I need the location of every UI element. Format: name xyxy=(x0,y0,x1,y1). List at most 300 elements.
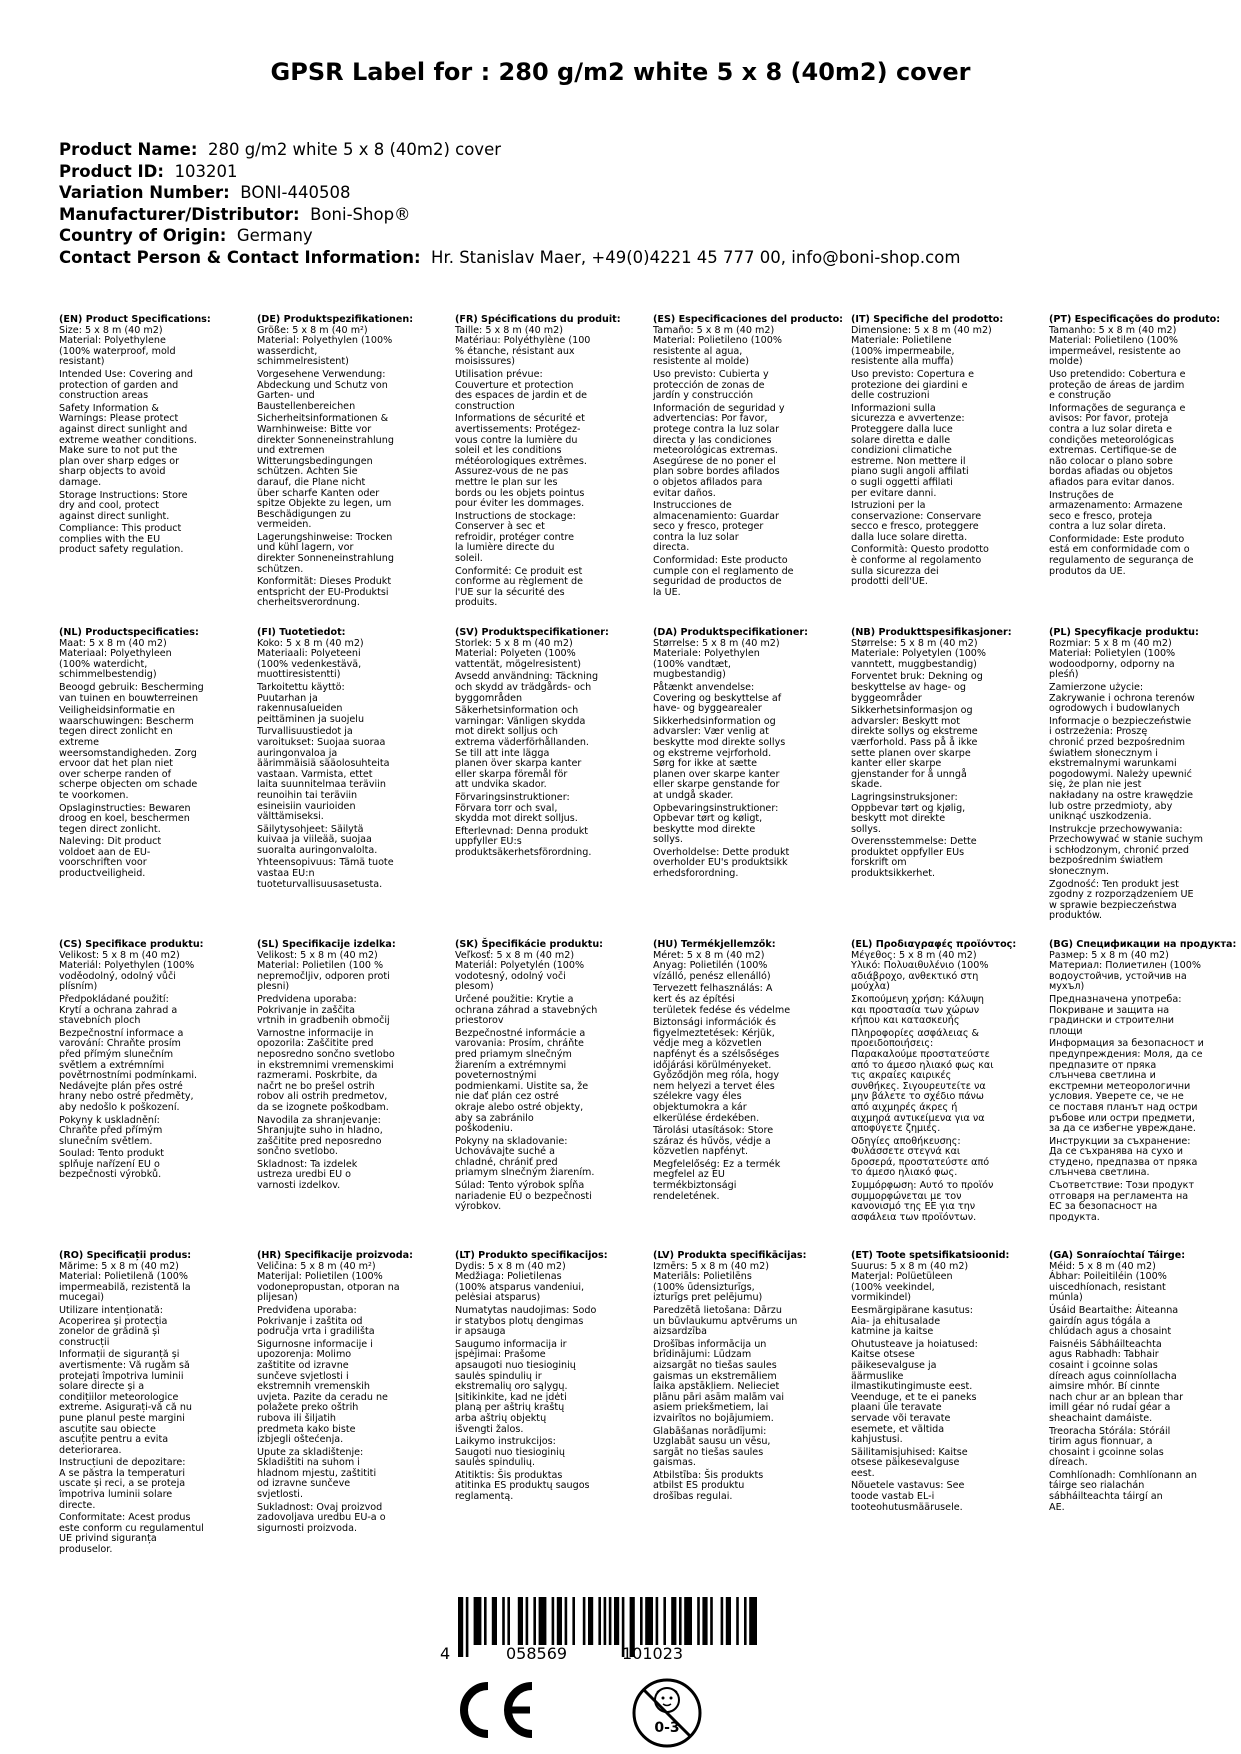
spec-line: (100% impermeabile, xyxy=(851,345,955,357)
barcode-bar xyxy=(736,1597,739,1645)
spec-line: spitze Objekte zu legen, um xyxy=(257,498,392,510)
spec-column xyxy=(851,1251,1041,1513)
spec-heading: (EN) Product Specifications: xyxy=(59,314,211,325)
spec-line: otsese päikesevalguse xyxy=(851,1457,960,1469)
spec-line: Sigurnosne informacije i xyxy=(257,1338,373,1350)
spec-line: upozorenja: Molimo xyxy=(257,1349,352,1361)
spec-line: protection of garden and xyxy=(59,379,179,391)
spec-line: atitinka ES produktų saugos xyxy=(455,1480,590,1492)
barcode-bar xyxy=(598,1597,601,1645)
spec-line: sharp objects to avoid xyxy=(59,466,166,478)
spec-line: Да се съхранява на сухо и xyxy=(1049,1146,1183,1158)
spec-line: rubova ili šiljatih xyxy=(257,1412,337,1424)
spec-line: Размер: 5 x 8 m (40 m2) xyxy=(1049,949,1169,961)
spec-line: Couverture et protection xyxy=(455,379,574,391)
spec-line: advertencias: Por favor, xyxy=(653,413,768,425)
spec-line: sheachaint damáiste. xyxy=(1049,1412,1153,1424)
spec-line: Συμμόρφωση: Αυτό το προϊόν xyxy=(851,1180,994,1192)
barcode-bar xyxy=(604,1597,607,1645)
spec-line: eller skarpe genstande for xyxy=(653,779,780,791)
spec-line: Velikost: 5 x 8 m (40 m2) xyxy=(257,949,378,961)
spec-line: światłem słonecznym i xyxy=(1049,747,1158,759)
info-product-name: Product Name: 280 g/m2 white 5 x 8 (40m2) cover xyxy=(59,140,502,159)
spec-line: výrobkov. xyxy=(455,1201,502,1213)
spec-heading: (SK) Špecifikácie produktu: xyxy=(455,939,604,950)
spec-line: cherheitsverordnung. xyxy=(257,597,360,609)
spec-column xyxy=(257,1251,447,1534)
info-contact: Contact Person & Contact Information: Hr. Stanislav Maer, +49(0)4221 45 777 00, info@boni-shop.com xyxy=(59,247,961,267)
spec-line: Méid: 5 x 8 m (40 m2) xyxy=(1049,1260,1156,1272)
spec-line: tegen direct zonlicht. xyxy=(59,823,161,835)
spec-line: izvairītos no bojājumiem. xyxy=(653,1412,774,1424)
spec-line: δροσερά, προστατεύστε από xyxy=(851,1156,990,1168)
spec-line: αδιάβροχο, ανθεκτικό στη xyxy=(851,970,979,982)
spec-line: sollys. xyxy=(851,823,881,835)
spec-line: produktsikkerhet. xyxy=(851,868,936,880)
spec-line: værforhold. Pass på å ikke xyxy=(851,736,978,748)
barcode-bar xyxy=(749,1597,757,1645)
spec-line: laita suunnitelmaa teräviin xyxy=(257,779,386,791)
spec-line: hrany nebo ostré předměty, xyxy=(59,1091,194,1103)
spec-line: produktet oppfyller EUs xyxy=(851,846,965,858)
spec-line: directa y las condiciones xyxy=(653,434,772,446)
spec-line: varoitukset: Suojaa suoraa xyxy=(257,736,386,748)
spec-line: gjenstander for å unngå xyxy=(851,768,967,780)
spec-line: lub ostre przedmioty, aby xyxy=(1049,800,1173,812)
barcode-bar xyxy=(572,1597,575,1645)
spec-line: Materiál: Polyethylen (100% xyxy=(59,960,195,972)
spec-line: Acoperirea și protecția xyxy=(59,1315,168,1327)
spec-line: evitar daños. xyxy=(653,487,716,499)
spec-line: Suurus: 5 x 8 m (40 m2) xyxy=(851,1260,969,1272)
spec-column xyxy=(455,1251,645,1503)
spec-line: contra a luz solar direta. xyxy=(1049,521,1167,533)
spec-line: Tervezett felhasználás: A xyxy=(653,983,773,995)
spec-column xyxy=(257,628,447,890)
spec-line: planen över skarpa kanter xyxy=(455,758,582,770)
spec-line: plānu pāri asām malām vai xyxy=(653,1391,785,1403)
spec-line: Материал: Полиетилен (100% xyxy=(1049,960,1201,972)
spec-line: Покриване и защита на xyxy=(1049,1004,1170,1016)
spec-line: extrema väderförhållanden. xyxy=(455,736,589,748)
spec-line: Pokyny k uskladnění: xyxy=(59,1114,160,1126)
spec-line: αιχμηρά αντικείμενα για να xyxy=(851,1112,985,1124)
spec-column xyxy=(653,940,843,1202)
spec-line: Maat: 5 x 8 m (40 m2) xyxy=(59,637,167,649)
spec-line: w sprawie bezpieczeństwa xyxy=(1049,899,1177,911)
spec-line: beskytt mot direkte xyxy=(851,813,946,825)
spec-line: αποφύγετε ζημιές. xyxy=(851,1123,941,1135)
spec-line: Informații de siguranță și xyxy=(59,1349,180,1361)
spec-heading: (ES) Especificaciones del producto: xyxy=(653,314,844,325)
spec-heading: (HU) Termékjellemzők: xyxy=(653,939,776,950)
spec-line: Materiale: Polyethylen xyxy=(653,648,760,660)
spec-line: über scharfe Kanten oder xyxy=(257,487,380,499)
spec-line: Förvaringsinstruktioner: xyxy=(455,791,570,803)
spec-line: vattentät, mögelresistent) xyxy=(455,658,581,670)
spec-line: κανονισμό της ΕΕ για την xyxy=(851,1201,976,1213)
spec-line: och skydd av trädgårds- och xyxy=(455,681,592,693)
spec-line: megfelel az EU xyxy=(653,1169,725,1181)
spec-line: météorologiques extrêmes. xyxy=(455,455,587,467)
spec-line: Utilizare intenționată: xyxy=(59,1304,163,1316)
spec-line: područja vrta i gradilišta xyxy=(257,1326,375,1338)
spec-line: meteorológicas extremas. xyxy=(653,445,778,457)
spec-line: complies with the EU xyxy=(59,533,161,545)
spec-line: Material: Polietileno (100% xyxy=(653,335,782,347)
spec-line: i schłodzonym, chronić przed xyxy=(1049,844,1189,856)
barcode-right-digits: 101023 xyxy=(622,1644,684,1663)
spec-line: Størrelse: 5 x 8 m (40 m2) xyxy=(851,637,978,649)
spec-line: Säilytysohjeet: Säilytä xyxy=(257,823,364,835)
spec-line: direkter Sonneneinstrahlung xyxy=(257,434,394,446)
spec-line: izbjegli oštećenja. xyxy=(257,1434,344,1446)
spec-line: chosaint i gcoinne solas xyxy=(1049,1446,1164,1458)
spec-line: produktów. xyxy=(1049,910,1103,922)
spec-line: Opbevaringsinstruktioner: xyxy=(653,802,779,814)
spec-line: pleśń) xyxy=(1049,669,1079,681)
spec-line: aby nedošlo k poškození. xyxy=(59,1101,180,1113)
spec-line: Информация за безопасност и xyxy=(1049,1038,1204,1050)
spec-line: Предназначена употреба: xyxy=(1049,993,1182,1005)
barcode-bar xyxy=(458,1597,463,1657)
spec-line: Velikost: 5 x 8 m (40 m2) xyxy=(59,949,180,961)
spec-line: välttämiseksi. xyxy=(257,811,324,823)
spec-line: Materiāls: Polietilēns xyxy=(653,1271,752,1283)
spec-line: moisissures) xyxy=(455,356,515,368)
spec-line: varovania: Prosím, chráňte xyxy=(455,1038,584,1050)
spec-line: (100% waterproof, mold xyxy=(59,345,176,357)
spec-line: zaštitite od izravne xyxy=(257,1359,349,1371)
spec-line: Informações de segurança e xyxy=(1049,402,1186,414)
spec-line: kert és az építési xyxy=(653,993,735,1005)
spec-line: Soulad: Tento produkt xyxy=(59,1148,165,1160)
spec-line: продукта. xyxy=(1049,1211,1100,1223)
spec-line: la lumière directe du xyxy=(455,542,555,554)
spec-line: priamym slnečným žiarením. xyxy=(455,1167,595,1179)
spec-line: Faisnéis Sábháilteachta xyxy=(1049,1338,1162,1350)
spec-line: uiscedhíonach, resistant xyxy=(1049,1281,1166,1293)
spec-line: Určené použitie: Krytie a xyxy=(455,993,574,1005)
barcode-bar xyxy=(679,1597,682,1645)
spec-line: Baustellenbereichen xyxy=(257,400,356,412)
spec-line: Nõuetele vastavus: See xyxy=(851,1480,965,1492)
spec-line: Upute za skladištenje: xyxy=(257,1446,364,1458)
barcode-bar xyxy=(518,1597,523,1645)
spec-heading: (LV) Produkta specifikācijas: xyxy=(653,1250,807,1261)
spec-line: produtos da UE. xyxy=(1049,565,1126,577)
barcode-bar xyxy=(656,1597,659,1645)
spec-line: robov ali ostrih predmetov, xyxy=(257,1091,388,1103)
spec-line: предпазите от пряка xyxy=(1049,1059,1157,1071)
spec-line: plísním) xyxy=(59,981,98,993)
spec-line: zadovoljava uredbu EU-a o xyxy=(257,1512,386,1524)
spec-line: cumple con el reglamento de xyxy=(653,565,794,577)
info-variation-number: Variation Number: BONI-440508 xyxy=(59,183,351,202)
spec-line: συνθήκες. Σιγουρευτείτε να xyxy=(851,1080,986,1092)
spec-line: Conformità: Questo prodotto xyxy=(851,544,989,556)
spec-line: Pokrivanje in zaščita xyxy=(257,1004,356,1016)
spec-line: Conformidad: Este producto xyxy=(653,555,788,567)
spec-line: před přímým slunečním xyxy=(59,1048,174,1060)
spec-line: světlem a extrémními xyxy=(59,1059,165,1071)
spec-line: területek fedése és védelme xyxy=(653,1004,791,1016)
spec-line: muottiresistentti) xyxy=(257,669,341,681)
ce-mark-icon xyxy=(452,1680,538,1744)
spec-line: l'UE sur la sécurité des xyxy=(455,586,565,598)
spec-line: extreme xyxy=(59,736,100,748)
spec-column xyxy=(851,628,1041,880)
spec-line: produits. xyxy=(455,597,498,609)
spec-line: des espaces de jardin et de xyxy=(455,390,588,402)
spec-line: Intended Use: Covering and xyxy=(59,368,194,380)
spec-line: Materiaali: Polyeteeni xyxy=(257,648,361,660)
spec-line: Shranjujte suho in hladno, xyxy=(257,1125,383,1137)
spec-heading: (FR) Spécifications du produit: xyxy=(455,314,621,325)
spec-line: esemete, et vältida xyxy=(851,1423,945,1435)
spec-line: molde) xyxy=(1049,356,1083,368)
spec-line: Uso pretendido: Cobertura e xyxy=(1049,368,1186,380)
spec-line: forskrift om xyxy=(851,857,907,869)
barcode-bar xyxy=(645,1597,653,1645)
spec-line: ir apsauga xyxy=(455,1326,506,1338)
spec-line: conservazione: Conservare xyxy=(851,510,982,522)
spec-line: objektumokra a kár xyxy=(653,1101,747,1113)
spec-line: prodotti dell'UE. xyxy=(851,576,928,588)
spec-line: soleil. xyxy=(455,553,483,565)
spec-line: resistente al agua, xyxy=(653,345,743,357)
spec-line: produktsäkerhetsförordning. xyxy=(455,846,592,858)
spec-line: Sørg for ikke at sætte xyxy=(653,758,758,770)
spec-line: äärimmäisiä sääolosuhteita xyxy=(257,758,390,770)
spec-line: száraz és hűvös, védje a xyxy=(653,1135,771,1147)
spec-column xyxy=(1049,940,1239,1223)
spec-line: Υλικό: Πολυαιθυλένιο (100% xyxy=(851,960,989,972)
spec-line: pogodowymi. Należy upewnić xyxy=(1049,768,1192,780)
spec-line: against direct sunlight and xyxy=(59,423,188,435)
barcode-bar xyxy=(702,1597,707,1645)
spec-line: esineisiin vaurioiden xyxy=(257,800,356,812)
spec-line: nakładany na ostre krawędzie xyxy=(1049,789,1194,801)
spec-line: jardín y construcción xyxy=(653,390,754,402)
spec-column xyxy=(1049,315,1239,577)
spec-line: voorschriften voor xyxy=(59,857,147,869)
spec-line: ασφάλεια των προϊόντων. xyxy=(851,1211,977,1223)
spec-line: Varnostne informacije in xyxy=(257,1027,374,1039)
spec-line: (100% veekindel, xyxy=(851,1281,935,1293)
spec-line: Materiaal: Polyethyleen xyxy=(59,648,172,660)
spec-line: extremas. Certifique-se de xyxy=(1049,445,1177,457)
spec-line: ogrodowych i budowlanych xyxy=(1049,703,1180,715)
spec-column xyxy=(455,628,645,858)
spec-line: Säilitamisjuhised: Kaitse xyxy=(851,1446,968,1458)
spec-line: Ábhar: Poileitiléin (100% xyxy=(1049,1271,1167,1283)
spec-line: Material: Polyethylen (100% xyxy=(257,335,393,347)
spec-line: Predviđena uporaba: xyxy=(257,1304,357,1316)
spec-line: Koko: 5 x 8 m (40 m2) xyxy=(257,637,364,649)
spec-line: Materijal: Polietilen (100% xyxy=(257,1271,383,1283)
spec-line: tooteohutusmäärusele. xyxy=(851,1501,963,1513)
spec-line: og ekstreme vejrforhold. xyxy=(653,747,772,759)
spec-line: Garten- und xyxy=(257,390,315,402)
spec-line: rakennusalueiden xyxy=(257,703,343,715)
spec-line: προειδοποιήσεις: xyxy=(851,1038,934,1050)
spec-line: schimmelresistent) xyxy=(257,356,349,368)
spec-line: agus Rabhadh: Tabhair xyxy=(1049,1349,1159,1361)
spec-line: ervoor dat het plan niet xyxy=(59,758,174,770)
spec-line: condizioni climatiche xyxy=(851,445,952,457)
spec-line: peittäminen ja suojelu xyxy=(257,713,365,725)
spec-line: Uso previsto: Copertura e xyxy=(851,368,975,380)
spec-line: Avsedd användning: Täckning xyxy=(455,671,599,683)
spec-line: vízálló, penész ellenálló) xyxy=(653,970,771,982)
spec-line: się, że plan nie jest xyxy=(1049,779,1142,791)
spec-line: tuoteturvallisuusasetusta. xyxy=(257,878,383,890)
spec-line: toode vastab EL-i xyxy=(851,1491,935,1503)
spec-line: Πληροφορίες ασφάλειας & xyxy=(851,1027,979,1039)
spec-line: predmeta kako biste xyxy=(257,1423,356,1435)
spec-line: Instructions de stockage: xyxy=(455,510,576,522)
spec-line: secco e fresco, proteggere xyxy=(851,521,979,533)
spec-heading: (PT) Especificações do produto: xyxy=(1049,314,1221,325)
spec-line: Utilisation prévue: xyxy=(455,368,543,380)
spec-line: Naleving: Dit product xyxy=(59,836,162,848)
spec-column xyxy=(455,940,645,1213)
spec-line: % étanche, résistant aux xyxy=(455,345,575,357)
spec-line: gaismas un ekstremāliem xyxy=(653,1370,777,1382)
spec-line: Veľkosť: 5 x 8 m (40 m2) xyxy=(455,949,575,961)
spec-line: pune planul peste margini xyxy=(59,1412,185,1424)
spec-line: Nedávejte plán přes ostré xyxy=(59,1080,183,1092)
spec-line: szélekre vagy éles xyxy=(653,1091,742,1103)
spec-line: voldoet aan de EU- xyxy=(59,846,151,858)
spec-line: (100% vandtæt, xyxy=(653,658,731,670)
spec-line: Tamaño: 5 x 8 m (40 m2) xyxy=(653,324,775,336)
spec-line: Puutarhan ja xyxy=(257,692,318,704)
spec-line: att undvika skador. xyxy=(455,779,547,791)
spec-line: Comhlíonadh: Comhlíonann an xyxy=(1049,1469,1197,1481)
spec-line: gaismas. xyxy=(653,1457,696,1469)
spec-line: protezione dei giardini e xyxy=(851,379,968,391)
spec-line: extreme. Asigurați-vă că nu xyxy=(59,1402,192,1414)
spec-line: pour éviter les dommages. xyxy=(455,498,585,510)
spec-line: Aia- ja ehitusalade xyxy=(851,1315,941,1327)
spec-line: Sikkerhetsinformasjon og xyxy=(851,705,973,717)
spec-line: отговаря на регламента на xyxy=(1049,1190,1189,1202)
spec-line: Informacje o bezpieczeństwie xyxy=(1049,715,1192,727)
spec-line: Sicherheitsinformationen & xyxy=(257,413,389,425)
spec-line: Informazioni sulla xyxy=(851,402,936,414)
spec-line: contra a luz solar direta e xyxy=(1049,423,1173,435)
spec-line: (100% waterdicht, xyxy=(59,658,148,670)
spec-line: išvengti žalos. xyxy=(455,1423,524,1435)
barcode-bar xyxy=(671,1597,676,1645)
spec-line: erhedsforordning. xyxy=(653,868,739,880)
spec-line: Matériau: Polyéthylène (100 xyxy=(455,335,591,347)
spec-line: Drošības informācija un xyxy=(653,1338,767,1350)
spec-line: Lagerungshinweise: Trocken xyxy=(257,531,393,543)
spec-line: Size: 5 x 8 m (40 m2) xyxy=(59,324,163,336)
spec-column xyxy=(1049,1251,1239,1513)
spec-line: площи xyxy=(1049,1025,1083,1037)
spec-line: Warnings: Please protect xyxy=(59,413,179,425)
spec-line: chronić przed bezpośrednim xyxy=(1049,736,1185,748)
spec-line: cosaint i gcoinne solas xyxy=(1049,1359,1158,1371)
spec-line: Tamanho: 5 x 8 m (40 m2) xyxy=(1049,324,1177,336)
spec-line: Informations de sécurité et xyxy=(455,413,585,425)
spec-line: conforme au règlement de xyxy=(455,576,583,588)
barcode-lead-digit: 4 xyxy=(440,1644,451,1663)
spec-line: Covering og beskyttelse af xyxy=(653,692,782,704)
spec-line: мухъл) xyxy=(1049,981,1085,993)
spec-line: directa. xyxy=(653,542,690,554)
spec-line: päikesevalguse ja xyxy=(851,1359,937,1371)
spec-line: reglamentą. xyxy=(455,1491,514,1503)
barcode-bar xyxy=(710,1597,713,1645)
spec-line: ekstremalnymi warunkami xyxy=(1049,758,1177,770)
spec-line: Material: Polyethylene xyxy=(59,335,166,347)
spec-line: Předpokládané použití: xyxy=(59,993,169,1005)
spec-line: ochrana záhrad a stavebných xyxy=(455,1004,598,1016)
spec-line: védje meg a közvetlen xyxy=(653,1038,762,1050)
spec-line: Proteggere dalla luce xyxy=(851,423,953,435)
spec-line: aizsardzība xyxy=(653,1326,707,1338)
spec-line: neposredno sončno svetlobo xyxy=(257,1048,395,1060)
spec-line: Φυλάσσετε στεγνά και xyxy=(851,1146,961,1158)
spec-line: protección de zonas de xyxy=(653,379,765,391)
spec-line: közvetlen napfényt. xyxy=(653,1146,749,1158)
spec-line: droog en koel, beschermen xyxy=(59,813,190,825)
spec-heading: (SV) Produktspecifikationer: xyxy=(455,627,609,638)
spec-line: Förvara torr och sval, xyxy=(455,802,558,814)
spec-line: chladné, chrániť pred xyxy=(455,1156,558,1168)
spec-line: sargāt no tiešas saules xyxy=(653,1446,764,1458)
spec-line: o objetos afilados para xyxy=(653,476,763,488)
page-title: GPSR Label for : 280 g/m2 white 5 x 8 (40m2) cover xyxy=(270,58,971,86)
spec-line: Conformité: Ce produit est xyxy=(455,565,583,577)
spec-line: byggeområder xyxy=(851,692,922,704)
spec-heading: (EL) Προδιαγραφές προϊόντος: xyxy=(851,939,1017,950)
spec-line: napfényt és a szélsőséges xyxy=(653,1048,780,1060)
barcode-bar xyxy=(614,1597,619,1645)
spec-line: τις ακραίες καιρικές xyxy=(851,1070,952,1082)
spec-line: schützen. xyxy=(257,563,304,575)
spec-line: градински и строителни xyxy=(1049,1015,1174,1027)
product-info xyxy=(59,139,960,268)
spec-heading: (FI) Tuotetiedot: xyxy=(257,627,346,638)
spec-line: seco e fresco, proteja xyxy=(1049,510,1153,522)
spec-line: povětrnostními podmínkami. xyxy=(59,1070,198,1082)
spec-line: slunečním světlem. xyxy=(59,1135,153,1147)
barcode-bar xyxy=(484,1597,487,1645)
spec-line: táirge seo rialachán xyxy=(1049,1480,1145,1492)
spec-heading: (ET) Toote spetsifikatsioonid: xyxy=(851,1250,1010,1261)
spec-line: Material: Polietilen (100 % xyxy=(257,960,384,972)
spec-line: avertismente: Vă rugăm să xyxy=(59,1359,190,1371)
spec-line: Witterungsbedingungen xyxy=(257,455,373,467)
spec-line: splňuje nařízení EU o xyxy=(59,1158,160,1170)
spec-line: pred priamym slnečným xyxy=(455,1048,572,1060)
spec-line: Zgodność: Ten produkt jest xyxy=(1049,878,1179,890)
spec-line: Overensstemmelse: Dette xyxy=(851,836,977,848)
barcode-bar xyxy=(640,1597,643,1645)
barcode-bar xyxy=(744,1597,747,1645)
spec-line: Numatytas naudojimas: Sodo xyxy=(455,1304,597,1316)
spec-line: Paredzētā lietošana: Dārzu xyxy=(653,1304,782,1316)
spec-line: Atbilstība: Šis produkts xyxy=(653,1469,764,1481)
spec-line: laika apstākļiem. Nelieciet xyxy=(653,1381,780,1393)
spec-line: Påtænkt anvendelse: xyxy=(653,681,755,693)
